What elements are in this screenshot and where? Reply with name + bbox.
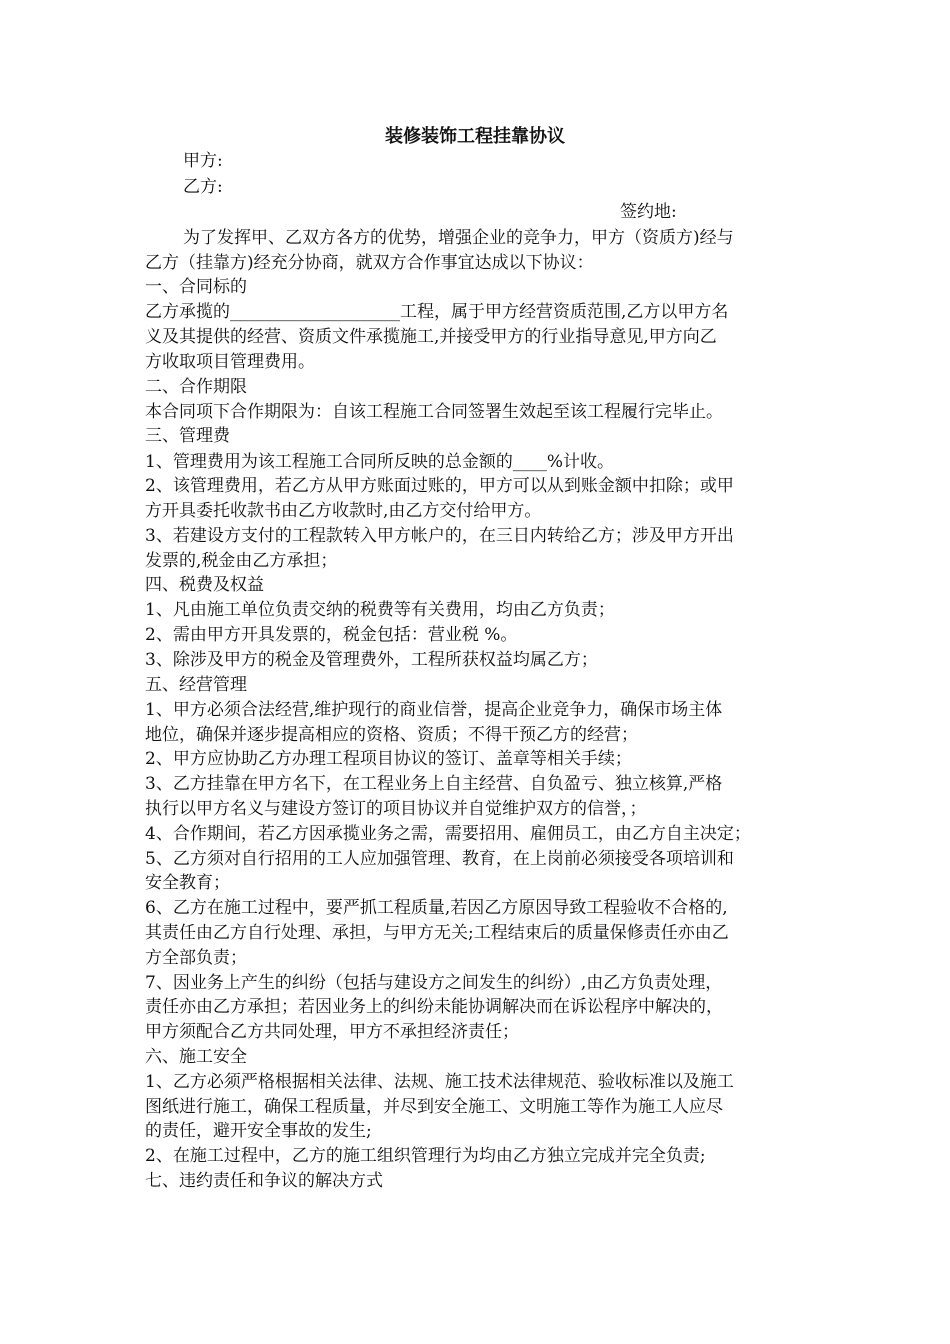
paragraph-line: 安全教育； — [145, 873, 230, 893]
paragraph-line: 图纸进行施工，确保工程质量，并尽到安全施工、文明施工等作为施工人应尽 — [145, 1097, 723, 1117]
paragraph-line: 3、若建设方支付的工程款转入甲方帐户的，在三日内转给乙方；涉及甲方开出 — [145, 526, 734, 546]
paragraph-line: 甲方须配合乙方共同处理，甲方不承担经济责任； — [145, 1022, 519, 1042]
section-heading: 七、违约责任和争议的解决方式 — [145, 1171, 383, 1191]
section-heading: 五、经营管理 — [145, 675, 247, 695]
section-heading: 三、管理费 — [145, 426, 230, 446]
paragraph-line: 1、乙方必须严格根据相关法律、法规、施工技术法律规范、验收标准以及施工 — [145, 1072, 734, 1092]
paragraph-line: 1、甲方必须合法经营,维护现行的商业信誉，提高企业竞争力，确保市场主体 — [145, 700, 723, 720]
paragraph-line: 义及其提供的经营、资质文件承揽施工,并接受甲方的行业指导意见,甲方向乙 — [145, 327, 717, 347]
document-title: 装修装饰工程挂靠协议 — [385, 126, 565, 147]
party-a-label: 甲方: — [183, 151, 223, 171]
paragraph-line: 其责任由乙方自行处理、承担，与甲方无关;工程结束后的质量保修责任亦由乙 — [145, 923, 729, 943]
paragraph-line: 的责任，避开安全事故的发生; — [145, 1121, 372, 1141]
paragraph-line: 2、在施工过程中，乙方的施工组织管理行为均由乙方独立完成并完全负责; — [145, 1146, 706, 1166]
party-b-label: 乙方: — [183, 177, 223, 197]
section-heading: 二、合作期限 — [145, 377, 247, 397]
paragraph-line: 3、乙方挂靠在甲方名下，在工程业务上自主经营、自负盈亏、独立核算,严格 — [145, 774, 723, 794]
paragraph-line: 为了发挥甲、乙双方各方的优势，增强企业的竞争力，甲方（资质方)经与 — [183, 228, 734, 248]
paragraph-line: 7、因业务上产生的纠纷（包括与建设方之间发生的纠纷）,由乙方负责处理， — [145, 973, 723, 993]
section-heading: 六、施工安全 — [145, 1047, 247, 1067]
paragraph-line: 本合同项下合作期限为：自该工程施工合同签署生效起至该工程履行完毕止。 — [145, 402, 723, 422]
section-heading: 一、合同标的 — [145, 277, 247, 297]
paragraph-line: 责任亦由乙方承担；若因业务上的纠纷未能协调解决而在诉讼程序中解决的， — [145, 997, 723, 1017]
paragraph-line: 4、合作期间，若乙方因承揽业务之需，需要招用、雇佣员工，由乙方自主决定； — [145, 824, 751, 844]
paragraph-line: 3、除涉及甲方的税金及管理费外，工程所获权益均属乙方； — [145, 650, 598, 670]
paragraph-line: 乙方（挂靠方)经充分协商，就双方合作事宜达成以下协议： — [145, 253, 594, 273]
paragraph-line: 6、乙方在施工过程中，要严抓工程质量,若因乙方原因导致工程验收不合格的, — [145, 898, 728, 918]
paragraph-line: 1、凡由施工单位负责交纳的税费等有关费用，均由乙方负责； — [145, 600, 615, 620]
paragraph-line: 2、该管理费用，若乙方从甲方账面过账的，甲方可以从到账金额中扣除；或甲 — [145, 476, 734, 496]
paragraph-line: 执行以甲方名义与建设方签订的项目协议并自觉维护双方的信誉，； — [145, 799, 647, 819]
section-heading: 四、税费及权益 — [145, 575, 264, 595]
paragraph-line: 2、甲方应协助乙方办理工程项目协议的签订、盖章等相关手续； — [145, 749, 632, 769]
paragraph-line: 发票的,税金由乙方承担； — [145, 551, 338, 571]
paragraph-line: 方全部负责； — [145, 948, 247, 968]
paragraph-line: 5、乙方须对自行招用的工人应加强管理、教育，在上岗前必须接受各项培训和 — [145, 849, 734, 869]
paragraph-line: 2、需由甲方开具发票的，税金包括：营业税 %。 — [145, 625, 518, 645]
paragraph-line: 方开具委托收款书由乙方收款时,由乙方交付给甲方。 — [145, 501, 542, 521]
paragraph-line: 1、管理费用为该工程施工合同所反映的总金额的____%计收。 — [145, 452, 614, 472]
paragraph-line: 方收取项目管理费用。 — [145, 352, 315, 372]
paragraph-line: 地位，确保并逐步提高相应的资格、资质；不得干预乙方的经营； — [145, 725, 638, 745]
sign-place-label: 签约地: — [620, 202, 677, 222]
paragraph-line: 乙方承揽的____________________工程，属于甲方经营资质范围,乙方以甲方名 — [145, 302, 729, 322]
